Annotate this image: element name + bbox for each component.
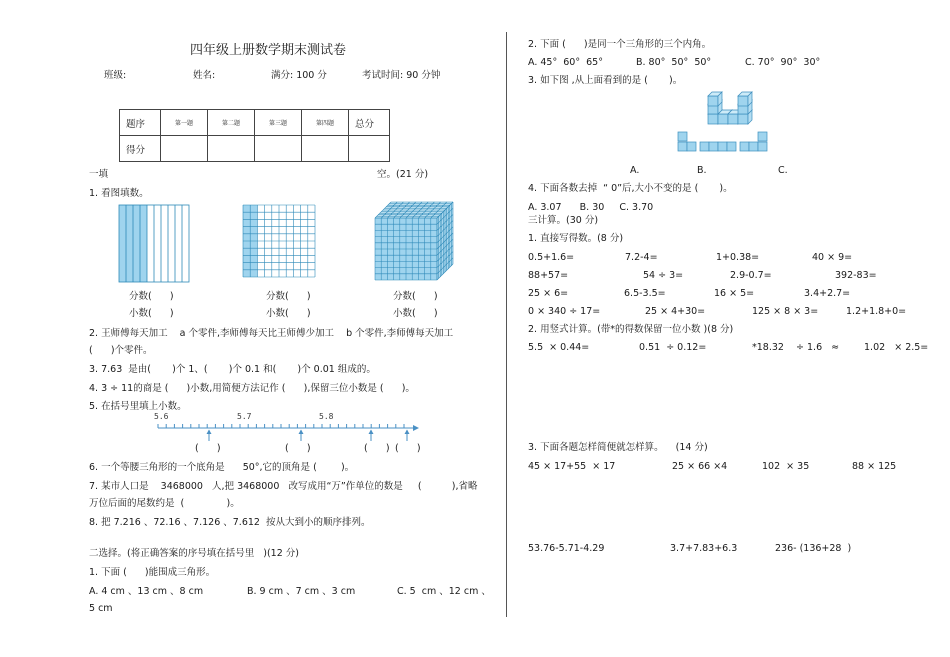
calc-1-item: 54 ÷ 3= [643,270,684,281]
numline-blank-4: ( ) [395,443,421,454]
hundredths-grid-figure [242,204,317,282]
score-table [119,109,390,162]
fraction-blank-1: 分数( ) [129,291,174,302]
calc-3-item: 45 × 17+55 × 17 [528,461,616,472]
question-7-line1: 7. 某市人口是 3468000 人,把 3468000 改写成用“万”作单位的数是 ( ),省略 [89,481,478,492]
r-q3-option-a: A. [630,165,640,176]
calc-1-item: 40 × 9= [812,252,853,263]
calc-3-item: 236- (136+28 ) [775,543,852,554]
score-table-header: 总分 [349,110,390,136]
score-table-cell[interactable] [208,136,255,162]
calc-1-item: 16 × 5= [714,288,755,299]
calc-1-item: 1+0.38= [716,252,760,263]
calc-1-item: 6.5-3.5= [624,288,666,299]
calc-1-title: 1. 直接写得数。(8 分) [528,233,624,244]
r-question-4: 4. 下面各数去掉 “ 0”后,大小不变的是 ( )。 [528,183,733,194]
calc-1-item: 88+57= [528,270,569,281]
question-8: 8. 把 7.216 、72.16 、7.126 、7.612 按从大到小的顺序排列。 [89,517,371,528]
section1-title-a: 一填 [89,169,109,180]
calc-3-item: 102 × 35 [762,461,810,472]
score-table-cell: 得分 [120,136,161,162]
question-1: 1. 看图填数。 [89,188,149,199]
calc-3-item: 25 × 66 ×4 [672,461,728,472]
calc-1-item: 25 × 6= [528,288,569,299]
exam-time-label: 考试时间: 90 分钟 [362,70,441,81]
numline-label-5-8: 5.8 [319,412,334,421]
question-3: 3. 7.63 是由( )个 1、( )个 0.1 和( )个 0.01 组成的。 [89,364,376,375]
question-6: 6. 一个等腰三角形的一个底角是 50°,它的顶角是 ( )。 [89,462,355,473]
section2-question-1: 1. 下面 ( )能围成三角形。 [89,567,216,578]
decimal-blank-2: 小数( ) [266,308,311,319]
name-label: 姓名: [193,70,216,81]
calc-3-item: 53.76-5.71-4.29 [528,543,605,554]
calc-1-item: 125 × 8 × 3= [752,306,819,317]
numline-blank-3: ( ) [364,443,390,454]
calc-2-item: 5.5 × 0.44= [528,342,590,353]
r-question-3: 3. 如下图 ,从上面看到的是 ( )。 [528,75,683,86]
r-q2-option-c: C. 70° 90° 30° [745,57,821,68]
calc-3-item: 3.7+7.83+6.3 [670,543,738,554]
calc-1-item: 0 × 340 ÷ 17= [528,306,601,317]
numline-blank-1: ( ) [195,443,221,454]
score-table-header: 第四题 [302,110,349,136]
score-table-header: 题序 [120,110,161,136]
class-label: 班级: [104,70,127,81]
decimal-blank-3: 小数( ) [393,308,438,319]
calc-1-item: 7.2-4= [625,252,658,263]
section3-title: 三计算。(30 分) [528,215,599,226]
numline-label-5-6: 5.6 [154,412,169,421]
number-line [155,421,425,443]
calc-2-item: 0.51 ÷ 0.12= [639,342,707,353]
r-q3-option-c: C. [778,165,788,176]
score-table-cell[interactable] [255,136,302,162]
calc-2-title: 2. 用竖式计算。(带*的得数保留一位小数 )(8 分) [528,324,734,335]
score-table-header: 第一题 [161,110,208,136]
thousandths-cube-figure [374,201,456,283]
question-5: 5. 在括号里填上小数。 [89,401,187,412]
question-2-line1: 2. 王师傅每天加工 a 个零件,李师傅每天比王师傅少加工 b 个零件,李师傅每天加工 [89,328,454,339]
calc-2-item: 1.02 × 2.5= [864,342,929,353]
calc-1-item: 25 × 4+30= [645,306,706,317]
calc-1-item: 1.2+1.8+0= [846,306,907,317]
score-table-cell[interactable] [302,136,349,162]
block-stack-figure [706,90,754,126]
decimal-blank-1: 小数( ) [129,308,174,319]
numline-label-5-7: 5.7 [237,412,252,421]
r-q2-option-b: B. 80° 50° 50° [636,57,712,68]
fraction-blank-3: 分数( ) [393,291,438,302]
calc-1-item: 3.4+2.7= [804,288,851,299]
full-score-label: 满分: 100 分 [271,70,327,81]
fraction-blank-2: 分数( ) [266,291,311,302]
s2q1-option-b: B. 9 cm 、7 cm 、3 cm [247,586,356,597]
top-view-options-figure [676,130,772,158]
page-title: 四年级上册数学期末测试卷 [190,43,347,58]
r-q4-options: A. 3.07 B. 30 C. 3.70 [528,202,654,213]
score-table-header: 第二题 [208,110,255,136]
s2q1-option-a: A. 4 cm 、13 cm 、8 cm [89,586,204,597]
question-7-line2: 万位后面的尾数约是 ( )。 [89,498,240,509]
numline-blank-2: ( ) [285,443,311,454]
calc-1-item: 2.9-0.7= [730,270,772,281]
s2q1-option-c-cont: 5 cm [89,603,113,614]
r-question-2: 2. 下面 ( )是同一个三角形的三个内角。 [528,39,712,50]
score-table-cell[interactable] [349,136,390,162]
tenths-strip-figure [118,204,190,284]
question-4: 4. 3 ÷ 11的商是 ( )小数,用简便方法记作 ( ),保留三位小数是 ( )。 [89,383,415,394]
s2q1-option-c: C. 5 cm 、12 cm 、 [397,586,491,597]
score-table-cell[interactable] [161,136,208,162]
question-2-line2: ( )个零件。 [89,345,153,356]
r-q3-option-b: B. [697,165,707,176]
calc-1-item: 392-83= [835,270,877,281]
section2-title: 二选择。(将正确答案的序号填在括号里 )(12 分) [89,548,299,559]
calc-3-item: 88 × 125 [852,461,897,472]
calc-2-item: *18.32 ÷ 1.6 ≈ [752,342,840,353]
column-divider [506,32,507,617]
calc-3-title: 3. 下面各题怎样简便就怎样算。 (14 分) [528,442,708,453]
r-q2-option-a: A. 45° 60° 65° [528,57,603,68]
score-table-header: 第三题 [255,110,302,136]
section1-title-b: 空。(21 分) [377,169,429,180]
calc-1-item: 0.5+1.6= [528,252,575,263]
